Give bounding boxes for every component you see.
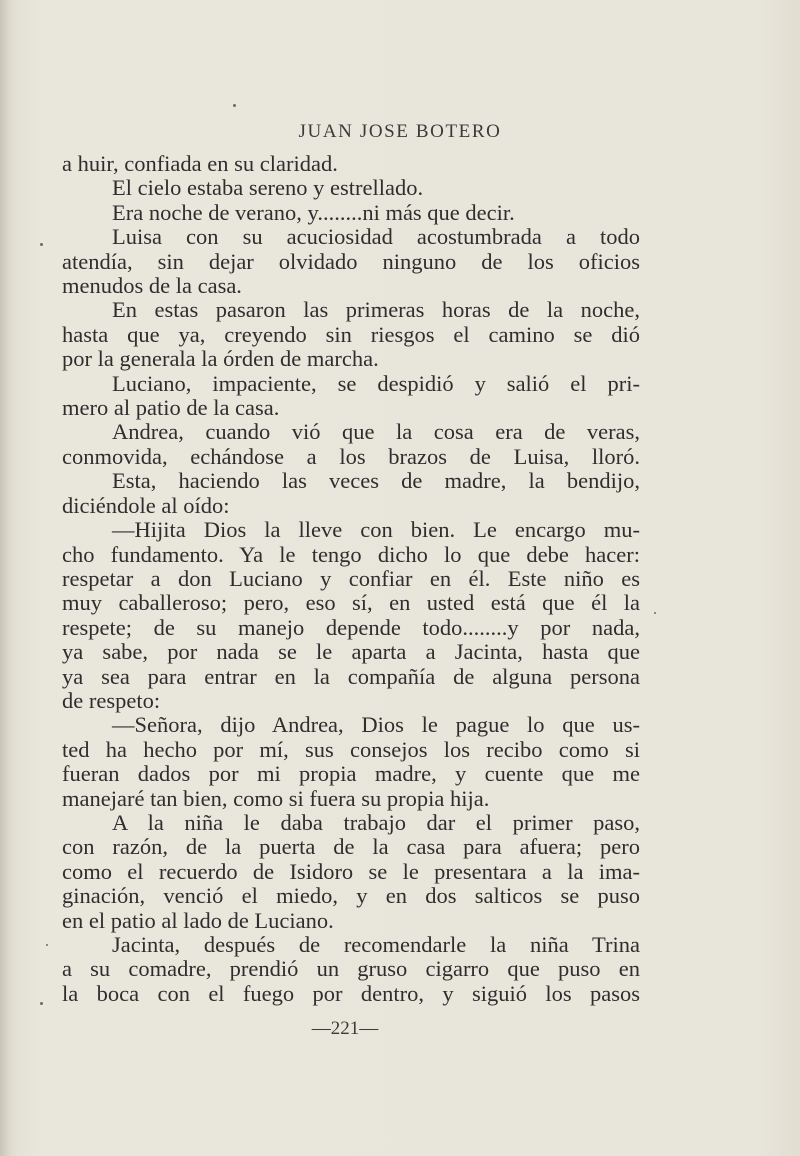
text-line: diciéndole al oído: [62,492,230,518]
text-line: —Señora, dijo Andrea, Dios le pague lo que us- [112,712,640,738]
ink-speck [40,1002,43,1005]
ink-speck [654,612,656,614]
text-line: Esta, haciendo las veces de madre, la bendijo, [112,468,640,494]
text-line: manejaré tan bien, como si fuera su propia hija. [62,785,490,811]
text-line: ya sea para entrar en la compañía de alguna persona [62,663,640,689]
ink-speck [233,104,236,107]
text-line: ted ha hecho por mí, sus consejos los recibo como si [62,736,640,762]
text-line: respetar a don Luciano y confiar en él. Este niño es [62,565,640,591]
page-body-text [62,152,640,1006]
page-number: —221— [311,1018,379,1039]
text-line: conmovida, echándose a los brazos de Luisa, lloró. [62,443,640,469]
running-header: JUAN JOSE BOTERO [298,121,502,142]
text-line: ya sabe, por nada se le aparta a Jacinta, hasta que [62,639,640,665]
ink-speck [40,243,43,246]
text-line: con razón, de la puerta de la casa para afuera; pero [62,834,640,860]
text-line: hasta que ya, creyendo sin riesgos el camino se dió [62,321,640,347]
text-line: por la generala la órden de marcha. [62,346,379,372]
text-line: mero al patio de la casa. [62,395,280,421]
text-line: respete; de su manejo depende todo........y por nada, [62,614,640,640]
text-line: la boca con el fuego por dentro, y siguió los pasos [62,980,640,1006]
text-line: A la niña le daba trabajo dar el primer paso, [112,809,640,835]
text-line: En estas pasaron las primeras horas de la noche, [112,297,640,323]
ink-speck [46,944,48,946]
text-line: El cielo estaba sereno y estrellado. [112,175,424,201]
text-line: en el patio al lado de Luciano. [62,907,334,933]
text-line: a huir, confiada en su claridad. [62,151,338,176]
text-line: menudos de la casa. [62,273,242,299]
text-line: atendía, sin dejar olvidado ninguno de los oficios [62,248,640,274]
page-spine-edge [0,0,10,1156]
text-line: a su comadre, prendió un gruso cigarro que puso en [62,956,640,982]
text-line: Andrea, cuando vió que la cosa era de veras, [112,419,640,445]
text-line: Jacinta, después de recomendarle la niña Trina [112,932,640,957]
text-line: de respeto: [62,687,161,713]
text-line: como el recuerdo de Isidoro se le presentara a la ima- [62,858,640,884]
text-line: Luciano, impaciente, se despidió y salió el pri- [112,370,640,396]
text-line: fueran dados por mi propia madre, y cuente que me [62,761,640,787]
text-line: —Hijita Dios la lleve con bien. Le encargo mu- [112,517,640,543]
text-line: Era noche de verano, y........ni más que decir. [112,199,515,225]
text-line: Luisa con su acuciosidad acostumbrada a todo [112,224,640,250]
text-line: muy caballeroso; pero, eso sí, en usted está que él la [62,590,640,616]
text-line: ginación, venció el miedo, y en dos salticos se puso [62,883,640,909]
text-line: cho fundamento. Ya le tengo dicho lo que debe hacer: [62,541,640,567]
